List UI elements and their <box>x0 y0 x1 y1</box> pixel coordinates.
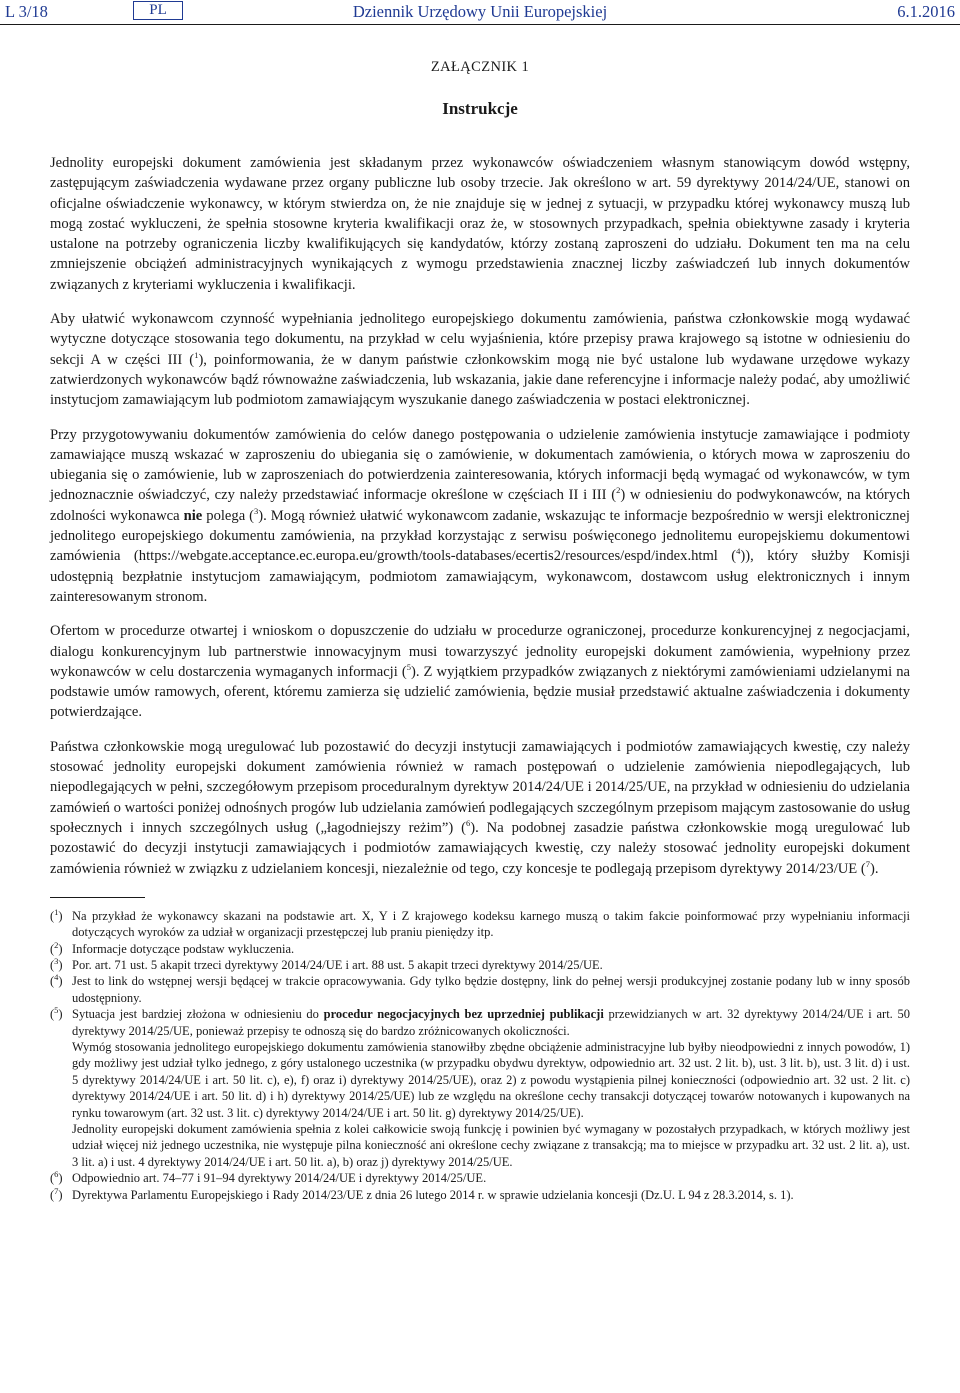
footnote-number: ($^7$) <box>50 1185 63 1202</box>
footnotes <box>50 908 910 1203</box>
text-run: ). Na podobnej zasadzie państwa członkowskie mogą uregulować lub pozostawić do decyzji instytucji zamawiających i podmiotów zamawiających kwestię, czy należy stosować jednolity europejski dokument zamówienia również w związku z udzielaniem koncesji, niezależnie od tego, czy koncesje te podlegają przepisom dyrektywy 2014/23/UE ( <box>50 819 911 877</box>
text-run: Por. art. 71 ust. 5 akapit trzeci dyrektywy 2014/24/UE i art. 88 ust. 5 akapit trzeci dyrektywy 2014/25/UE. <box>72 958 603 973</box>
text-run: Dyrektywa Parlamentu Europejskiego i Rady 2014/23/UE z dnia 26 lutego 2014 r. w sprawie udzielania koncesji (Dz.U. L 94 z 28.3.2014, s. 1). <box>72 1187 794 1202</box>
footnote-text <box>72 958 603 972</box>
footnote-reference: 2 <box>616 485 621 496</box>
body-paragraph <box>50 309 910 410</box>
document-body <box>50 153 910 1203</box>
text-run: przewidzianych w art. 32 dyrektywy 2014/24/UE i art. 50 dyrektywy 2014/25/UE, ponieważ przepisy te odnoszą się do bardzo zróżnicowanych okoliczności. <box>72 1007 910 1038</box>
footnote <box>50 973 910 1006</box>
footnote-number: ($^1$) <box>50 906 63 923</box>
journal-header <box>0 0 960 26</box>
footnote-separator <box>50 897 145 898</box>
text-run: ). Z wyjątkiem przypadków związanych z niektórymi zamówieniami udzielanymi na podstawie umów ramowych, oferent, któremu zamierza się udzielić zamówienia, będzie musiał przedstawić aktualne zaświadczenia i dokumenty potwierdzające. <box>50 663 910 721</box>
text-run: ) w odniesieniu do podwykonawców, na których zdolności wykonawca <box>50 487 910 524</box>
footnote-number: ($^5$) <box>50 1005 63 1022</box>
text-run: Aby ułatwić wykonawcom czynność wypełniania jednolitego europejskiego dokumentu zamówienia, państwa członkowskie mogą wydawać wytyczne dotyczące stosowania tego dokumentu, na przykład w celu wyjaśnienia, które przepisy prawa krajowego są istotne w odniesieniu do sekcji A w części III ( <box>50 311 910 368</box>
footnote-reference: 5 <box>406 661 411 672</box>
text-run: Jednolity europejski dokument zamówienia spełnia z kolei całkowicie swoją funkcję i powinien być wymagany w pozostałych przypadkach, w których możliwy jest udział więcej niż jednego uczestnika, nie występuje pilna konieczność ani określone cechy związane z transakcją; ma to miejsce w przypadku art. 32 ust. 2 lit. a), ust. 3 lit. a) i ust. 4 dyrektywy 2014/24/UE i art. 50 lit. a), b) oraz j) dyrektywy 2014/25/UE. <box>72 1122 910 1169</box>
paragraphs <box>50 153 910 879</box>
footnote-reference: 4 <box>736 546 741 557</box>
footnote-reference: 1 <box>194 349 199 360</box>
text-run: )), który służby Komisji udostępnią bezpłatnie instytucjom zamawiającym, podmiotom zamawiającym, wykonawcom, dostawcom usług elektronicznych i innym zainteresowanym stronom. <box>50 548 910 605</box>
bold-text: procedur negocjacyjnych bez uprzedniej publikacji <box>323 1007 604 1022</box>
text-run: ). <box>869 860 879 877</box>
footnote-reference: 7 <box>865 858 870 869</box>
annex-label: ZAŁĄCZNIK 1 <box>430 59 530 75</box>
text-run: Odpowiednio art. 74–77 i 91–94 dyrektywy 2014/24/UE i dyrektywy 2014/25/UE. <box>72 1171 487 1186</box>
body-paragraph <box>50 621 910 722</box>
text-run: Państwa członkowskie mogą uregulować lub pozostawić do decyzji instytucji zamawiających i podmiotów zamawiających kwestię, czy należy stosować jednolity europejski dokument zamówienia również w ramach postępowań o udzielenie zamówienia niepodlegających, lub niepodlegających w pełni, szczegółowym przepisom proceduralnym dyrektyw 2014/24/UE i 2014/25/UE, na przykład w odniesieniu do udzielania zamówień o wartości poniżej odnośnych progów lub udzielania zamówień podlegających szczególnym przepisom mającym zastosowanie do usług społecznych i innych szczególnych usług („łagodniejszy reżim”) ( <box>50 738 910 836</box>
header-rule <box>0 24 960 25</box>
publication-date: 6.1.2016 <box>897 2 955 21</box>
footnote-text <box>72 1040 910 1120</box>
text-run: polega ( <box>202 507 255 524</box>
footnote <box>50 908 910 941</box>
footnote <box>50 1121 910 1170</box>
text-run: Jest to link do wstępnej wersji będącej w trakcie opracowywania. Gdy tylko będzie dostępny, link do pełnej wersji produkcyjnej zostanie podany lub w inny sposób udostępniony. <box>72 974 910 1005</box>
page-title: Instrukcje <box>442 99 518 118</box>
footnote-number: ($^4$) <box>50 972 63 989</box>
text-run: Informacje dotyczące podstaw wykluczenia. <box>72 941 295 956</box>
bold-text: nie <box>183 507 203 524</box>
footnote <box>50 1170 910 1186</box>
text-run: ). Mogą również ułatwić wykonawcom zadanie, wskazując te informacje bezpośrednio w wersji elektronicznej jednolitego europejskiego dokumentu zamówienia, na przykład korzystając z serwisu poświęconego jednolitemu europejskiemu dokumentowi zamówienia (https://webgate.acceptance.ec.europa.eu/growth/tools-databases/ecertis2/resources/espd/index.html ( <box>50 507 910 565</box>
text-run: Na przykład że wykonawcy skazani na podstawie art. X, Y i Z krajowego kodeksu karnego muszą o takim fakcie poinformować przy wypełnianiu informacji dotyczących wyroków za udział w organizacji przestępczej lub praniu pieniędzy itp. <box>72 908 910 940</box>
body-paragraph <box>50 425 910 608</box>
text-run: Przy przygotowywaniu dokumentów zamówienia do celów danego postępowania o udzielenie zamówienia instytucje zamawiające i podmioty zamawiające muszą wskazać w zaproszeniu do ubiegania się o zamówienie, w dokumentach zamówienia, o których mowa w zaproszeniu do ubiegania się o zamówienie, lub w zaproszeniach do potwierdzenia zainteresowania, których informacji będą wymagać od wykonawców, w tym jednoznacznie oświadczyć, czy należy przedstawiać informacje określone w częściach II i III ( <box>50 426 910 504</box>
text-run: ), poinformowania, że w danym państwie członkowskim mogą nie być ustalone lub wydawane urzędowe wykazy zatwierdzonych wykonawców bądź równoważne zaświadczenia, lub wskazania, jakie dane referencyjne i informacje należy podać, aby umożliwić instytucjom zamawiającym lub podmiotom zamawiającym wyszukanie danego zaświadczenia w postaci elektronicznej. <box>50 351 910 409</box>
text-run: Jednolity europejski dokument zamówienia jest składanym przez wykonawców oświadczeniem własnym stanowiącym dowód wstępny, zastępującym zaświadczenia wydawane przez organy publiczne lub osoby trzecie. Jak określono w art. 59 dyrektywy 2014/24/UE, stanowi on oficjalne oświadczenie wykonawcy, w którym stwierdza on, że nie znajduje się w jednej z sytuacji, w przypadku której wykonawcy muszą lub mogą zostać wykluczeni, że spełnia stosowne kryteria kwalifikacji oraz że, w stosownych przypadkach, spełnia obiektywne zasady i kryteria ustalone na potrzeby ograniczenia liczby kwalifikujących się kandydatów, którzy zostaną zaproszeni do udziału. Dokument ten ma na celu zmniejszenie obciążeń administracyjnych wynikających z wymogu przedstawienia znacznej liczby zaświadczeń lub innych dokumentów związanych z kryteriami wykluczenia i kwalifikacji. <box>50 155 910 293</box>
footnote <box>50 1006 910 1039</box>
footnote-text <box>72 1007 910 1037</box>
body-paragraph <box>50 153 910 295</box>
footnote <box>50 957 910 973</box>
footnote-text <box>72 942 294 956</box>
language-badge: PL <box>133 1 183 20</box>
footnote-reference: 3 <box>254 505 259 516</box>
text-run: Wymóg stosowania jednolitego europejskiego dokumentu zamówienia stanowiłby zbędne obciążenie administracyjne lub byłby nieodpowiedni z innych powodów, 1) gdy możliwy jest udział tylko jednego, z góry ustalonego uczestnika (w przypadku obydwu dyrektyw, odpowiednio art. 32 ust. 2 lit. b), ust. 3 lit. b), ust. 3 lit. d) i ust. 5 dyrektywy 2014/24/UE i art. 50 lit. c), e), f) oraz i) dyrektywy 2014/25/UE), oraz 2) z powodu wystąpienia pilnej konieczności (odpowiednio art. 32 ust. 2 lit. c) dyrektywy 2014/24/UE i art. 50 lit. d) i h) dyrektywy 2014/25/UE) lub ze względu na określone cechy transakcji dotyczącej towarów notowanych i kupowanych na rynku towarowym (art. 32 ust. 3 lit. c) dyrektywy 2014/24/UE i art. 50 lit. g) dyrektywy 2014/25/UE). <box>72 1040 910 1120</box>
footnote-text <box>72 1188 794 1202</box>
text-run: Sytuacja jest bardziej złożona w odniesieniu do <box>72 1007 324 1022</box>
footnote-number: ($^6$) <box>50 1169 63 1186</box>
footnote <box>50 1039 910 1121</box>
journal-title: Dziennik Urzędowy Unii Europejskiej <box>352 2 608 21</box>
footnote-number: ($^2$) <box>50 939 63 956</box>
footnote-text <box>72 1122 910 1169</box>
footnote <box>50 941 910 957</box>
footnote-number: ($^3$) <box>50 955 63 973</box>
footnote <box>50 1187 910 1203</box>
text-run: Ofertom w procedurze otwartej i wnioskom o dopuszczenie do udziału w procedurze ograniczonej, procedurze konkurencyjnej z negocjacjami, dialogu konkurencyjnym lub partnerstwie innowacyjnym musi towarzyszyć jednolity europejski dokument zamówienia, wypełniony przez wykonawców w celu dostarczenia wymaganych informacji ( <box>50 623 910 680</box>
body-paragraph <box>50 737 910 879</box>
footnote-text <box>72 909 910 939</box>
footnote-text <box>72 1171 486 1185</box>
page-number: L 3/18 <box>5 2 48 21</box>
footnote-reference: 6 <box>466 818 471 829</box>
footnote-text <box>72 974 910 1004</box>
